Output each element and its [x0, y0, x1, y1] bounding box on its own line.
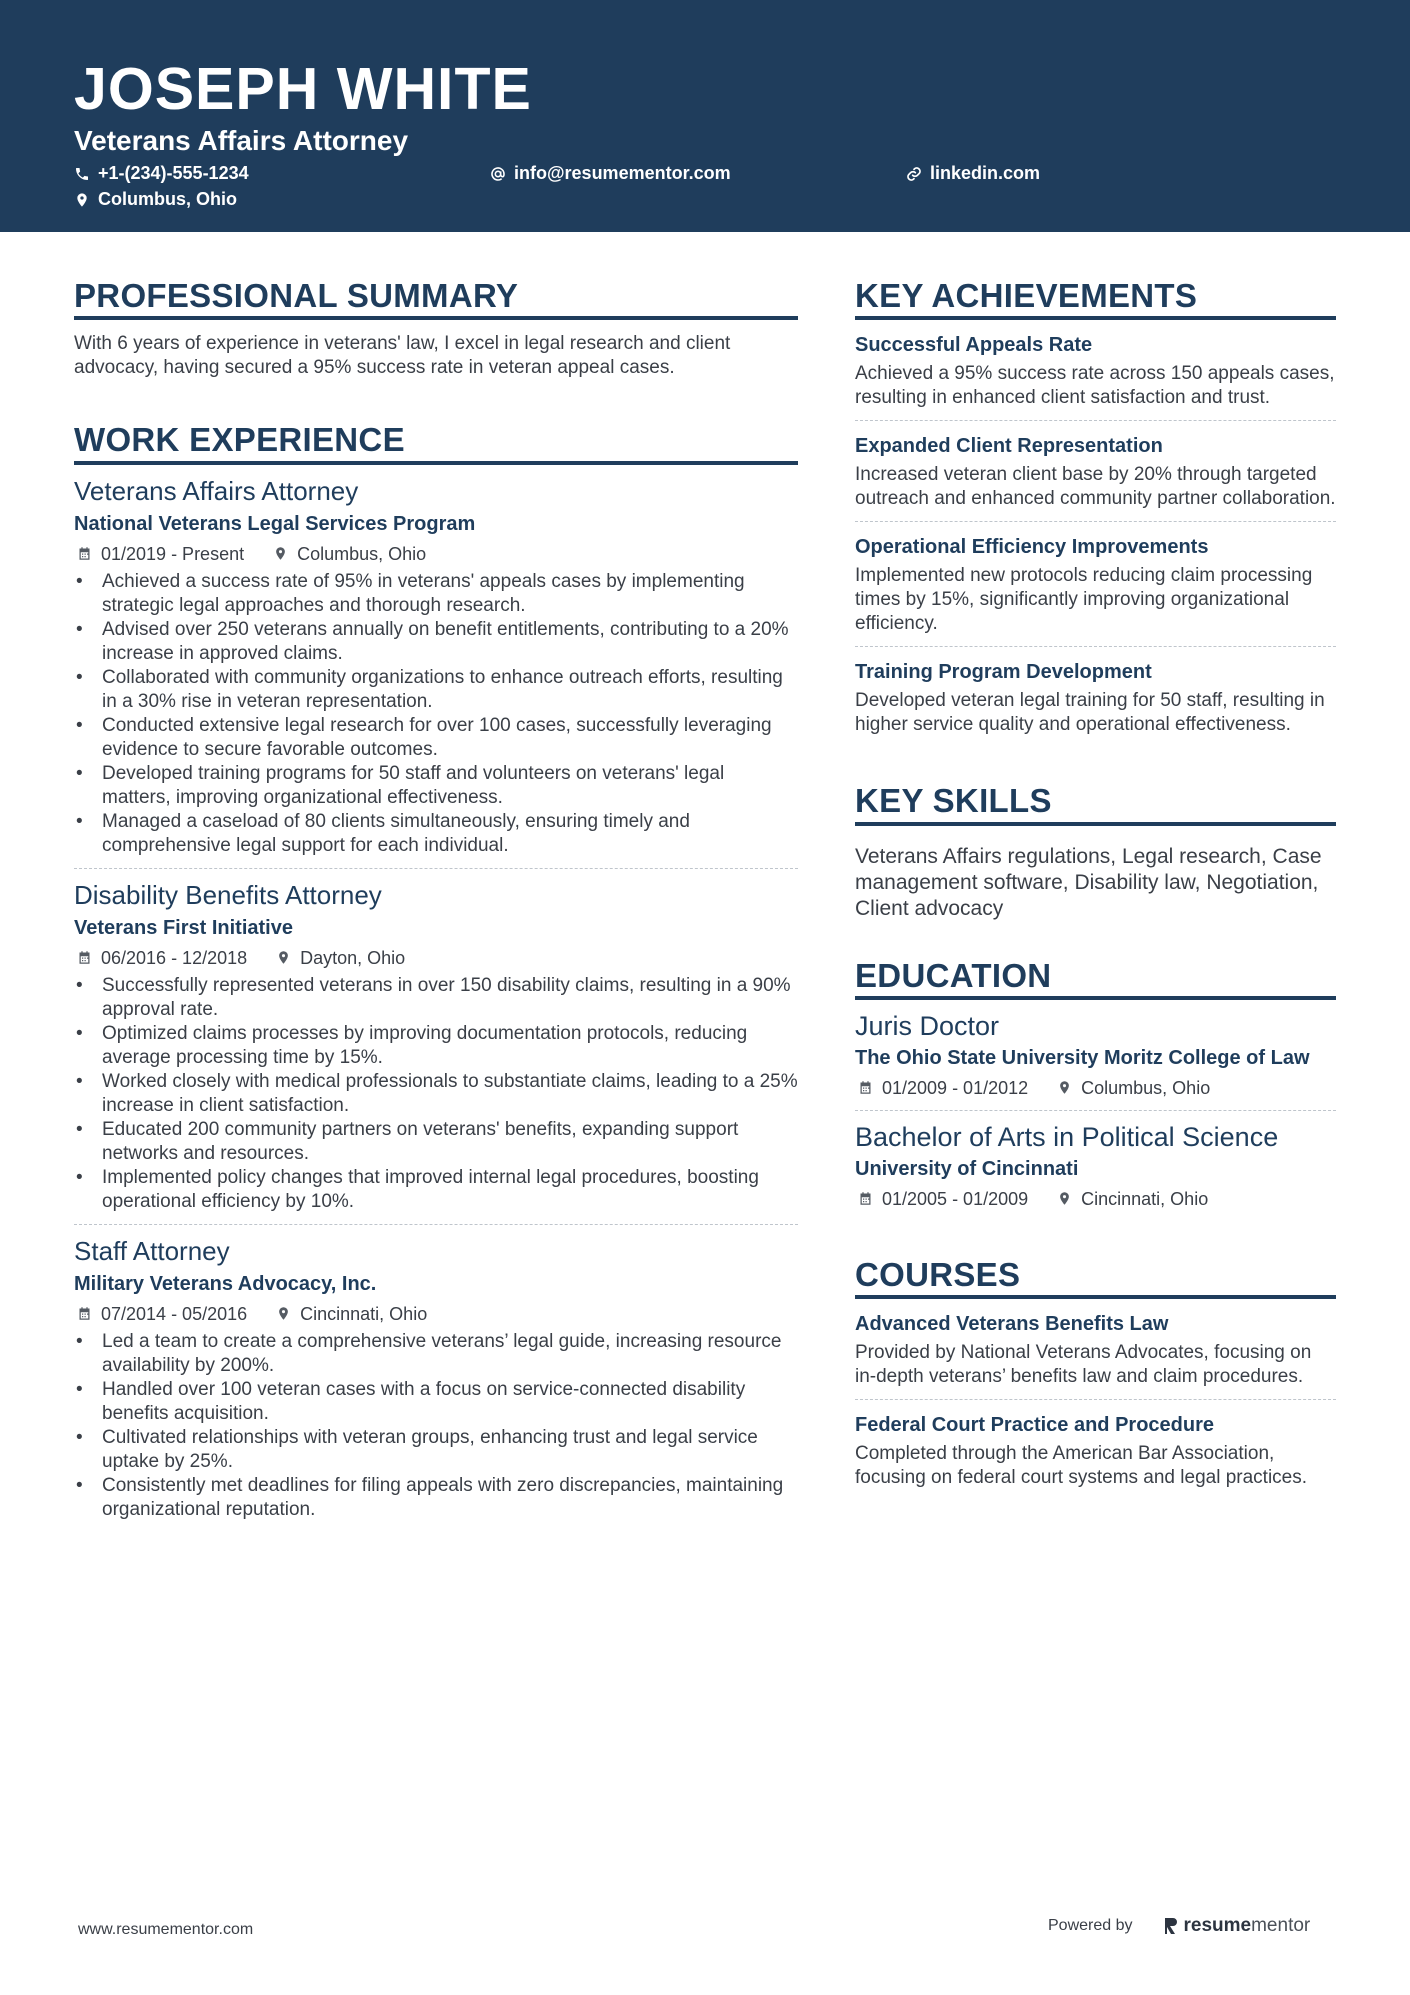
- education-location: Cincinnati, Ohio: [1081, 1188, 1209, 1209]
- contact-location: [74, 189, 237, 210]
- courses-heading: COURSES: [855, 1257, 1336, 1299]
- achievement-item: [855, 421, 1336, 522]
- job-organization: Veterans First Initiative: [74, 916, 293, 939]
- job-organization: National Veterans Legal Services Program: [74, 512, 476, 535]
- bullet-item: • Optimized claims processes by improving documentation protocols, reducing average processing time by 15%.: [74, 1022, 798, 1070]
- job-location: Cincinnati, Ohio: [300, 1303, 428, 1324]
- calendar-icon: [77, 546, 92, 561]
- skills-heading: KEY SKILLS: [855, 783, 1336, 825]
- right-column: [855, 278, 1336, 1500]
- location-pin-icon: [74, 192, 90, 208]
- achievement-desc: Implemented new protocols reducing claim processing times by 15%, significantly improving organizational efficiency.: [855, 565, 1313, 635]
- course-item: [855, 1400, 1336, 1500]
- linkedin-text[interactable]: linkedin.com: [930, 163, 1041, 183]
- footer-website[interactable]: www.resumementor.com: [78, 1921, 254, 1938]
- job-location: Dayton, Ohio: [300, 947, 406, 968]
- job-role: Veterans Affairs Attorney: [74, 475, 359, 506]
- location-text: Columbus, Ohio: [98, 189, 237, 209]
- job-organization: Military Veterans Advocacy, Inc.: [74, 1272, 377, 1295]
- powered-by-label: Powered by: [1048, 1917, 1133, 1934]
- skills-text: Veterans Affairs regulations, Legal research, Case management software, Disability law, Negotiation, Client advocacy: [855, 844, 1322, 920]
- calendar-icon: [77, 1306, 92, 1321]
- calendar-icon: [858, 1080, 873, 1095]
- calendar-icon: [77, 950, 92, 965]
- job-bullets: [74, 1330, 798, 1522]
- experience-section: [74, 422, 798, 1531]
- bullet-item: • Implemented policy changes that improved internal legal procedures, boosting operational efficiency by 10%.: [74, 1166, 798, 1214]
- phone-icon: [74, 166, 90, 182]
- bullet-item: • Conducted extensive legal research for over 100 cases, successfully leveraging evidence to secure favorable outcomes.: [74, 714, 798, 762]
- education-dates: 01/2009 - 01/2012: [882, 1077, 1029, 1098]
- bullet-item: • Advised over 250 veterans annually on benefit entitlements, contributing to a 20% increase in approved claims.: [74, 618, 798, 666]
- bullet-item: • Worked closely with medical professionals to substantiate claims, leading to a 25% increase in client satisfaction.: [74, 1070, 798, 1118]
- education-section: [855, 958, 1336, 1221]
- location-pin-icon: [276, 1306, 291, 1321]
- location-pin-icon: [1057, 1191, 1072, 1206]
- summary-section: [74, 278, 798, 380]
- education-degree: Juris Doctor: [855, 1010, 1000, 1041]
- candidate-name: JOSEPH WHITE: [74, 56, 532, 122]
- education-dates: 01/2005 - 01/2009: [882, 1188, 1029, 1209]
- education-meta: [855, 1187, 1336, 1211]
- contact-email[interactable]: [490, 163, 731, 184]
- achievement-item: [855, 320, 1336, 421]
- course-item: [855, 1299, 1336, 1400]
- job-meta: [74, 1302, 798, 1326]
- achievement-title: Expanded Client Representation: [855, 435, 1163, 458]
- left-column: [74, 278, 798, 1532]
- course-desc: Provided by National Veterans Advocates, focusing on in-depth veterans’ benefits law and claim procedures.: [855, 1342, 1312, 1388]
- job-role: Staff Attorney: [74, 1235, 230, 1266]
- brand-bold-text: resume: [1183, 1915, 1252, 1936]
- bullet-item: • Collaborated with community organizations to enhance outreach efforts, resulting in a 30% rise in veteran representation.: [74, 666, 798, 714]
- job-dates: 07/2014 - 05/2016: [101, 1303, 248, 1324]
- summary-text: With 6 years of experience in veterans' law, I excel in legal research and client advocacy, having secured a 95% success rate in veteran appeal cases.: [74, 333, 731, 379]
- bullet-item: • Successfully represented veterans in over 150 disability claims, resulting in a 90% approval rate.: [74, 974, 798, 1022]
- resumementor-logo-icon: [1163, 1916, 1179, 1936]
- link-icon: [906, 166, 922, 182]
- contact-linkedin[interactable]: [906, 163, 1040, 184]
- location-pin-icon: [273, 546, 288, 561]
- course-title: Federal Court Practice and Procedure: [855, 1414, 1215, 1437]
- job-bullets: [74, 974, 798, 1214]
- course-title: Advanced Veterans Benefits Law: [855, 1313, 1169, 1336]
- achievement-desc: Achieved a 95% success rate across 150 appeals cases, resulting in enhanced client satisfaction and trust.: [855, 363, 1335, 409]
- bullet-item: • Managed a caseload of 80 clients simultaneously, ensuring timely and comprehensive legal support for each individual.: [74, 810, 798, 858]
- calendar-icon: [858, 1191, 873, 1206]
- phone-text: +1-(234)-555-1234: [98, 163, 249, 183]
- education-school: University of Cincinnati: [855, 1157, 1079, 1180]
- achievement-title: Training Program Development: [855, 661, 1152, 684]
- achievement-desc: Increased veteran client base by 20% through targeted outreach and enhanced community partner collaboration.: [855, 464, 1336, 510]
- location-pin-icon: [1057, 1080, 1072, 1095]
- contact-phone: [74, 163, 249, 184]
- job-entry: [74, 475, 798, 869]
- course-desc: Completed through the American Bar Association, focusing on federal court systems and legal practices.: [855, 1443, 1308, 1489]
- job-meta: [74, 946, 798, 970]
- education-school: The Ohio State University Moritz College of Law: [855, 1046, 1310, 1069]
- brand-light-text: mentor: [1251, 1915, 1311, 1936]
- job-bullets: [74, 570, 798, 858]
- courses-section: [855, 1257, 1336, 1500]
- brand-logo[interactable]: [1163, 1915, 1311, 1937]
- achievement-item: [855, 647, 1336, 747]
- job-dates: 01/2019 - Present: [101, 543, 245, 564]
- email-text[interactable]: info@resumementor.com: [514, 163, 731, 183]
- education-item: [855, 1000, 1336, 1111]
- achievement-desc: Developed veteran legal training for 50 staff, resulting in higher service quality and operational effectiveness.: [855, 690, 1325, 736]
- education-item: [855, 1111, 1336, 1221]
- at-icon: [490, 166, 506, 182]
- experience-heading: WORK EXPERIENCE: [74, 422, 798, 464]
- job-location: Columbus, Ohio: [297, 543, 427, 564]
- candidate-title: Veterans Affairs Attorney: [74, 125, 409, 156]
- achievement-item: [855, 522, 1336, 647]
- achievement-title: Successful Appeals Rate: [855, 334, 1093, 357]
- bullet-item: • Developed training programs for 50 staff and volunteers on veterans' legal matters, improving organizational effectiveness.: [74, 762, 798, 810]
- bullet-item: • Handled over 100 veteran cases with a focus on service-connected disability benefits acquisition.: [74, 1378, 798, 1426]
- bullet-item: • Led a team to create a comprehensive veterans’ legal guide, increasing resource availability by 200%.: [74, 1330, 798, 1378]
- location-pin-icon: [276, 950, 291, 965]
- job-dates: 06/2016 - 12/2018: [101, 947, 248, 968]
- job-role: Disability Benefits Attorney: [74, 879, 382, 910]
- education-degree: Bachelor of Arts in Political Science: [855, 1121, 1279, 1152]
- resume-header: [0, 0, 1410, 232]
- education-location: Columbus, Ohio: [1081, 1077, 1211, 1098]
- skills-section: [855, 783, 1336, 921]
- education-heading: EDUCATION: [855, 958, 1336, 1000]
- achievements-section: [855, 278, 1336, 747]
- job-meta: [74, 542, 798, 566]
- footer-powered-by: [1048, 1915, 1310, 1937]
- job-entry: [74, 1235, 798, 1532]
- bullet-item: • Educated 200 community partners on veterans' benefits, expanding support networks and resources.: [74, 1118, 798, 1166]
- education-meta: [855, 1076, 1336, 1100]
- job-entry: [74, 879, 798, 1225]
- bullet-item: • Cultivated relationships with veteran groups, enhancing trust and legal service uptake by 25%.: [74, 1426, 798, 1474]
- summary-heading: PROFESSIONAL SUMMARY: [74, 278, 798, 320]
- bullet-item: • Consistently met deadlines for filing appeals with zero discrepancies, maintaining organizational reputation.: [74, 1474, 798, 1522]
- achievements-heading: KEY ACHIEVEMENTS: [855, 278, 1336, 320]
- bullet-item: • Achieved a success rate of 95% in veterans' appeals cases by implementing strategic legal approaches and thorough research.: [74, 570, 798, 618]
- achievement-title: Operational Efficiency Improvements: [855, 536, 1209, 559]
